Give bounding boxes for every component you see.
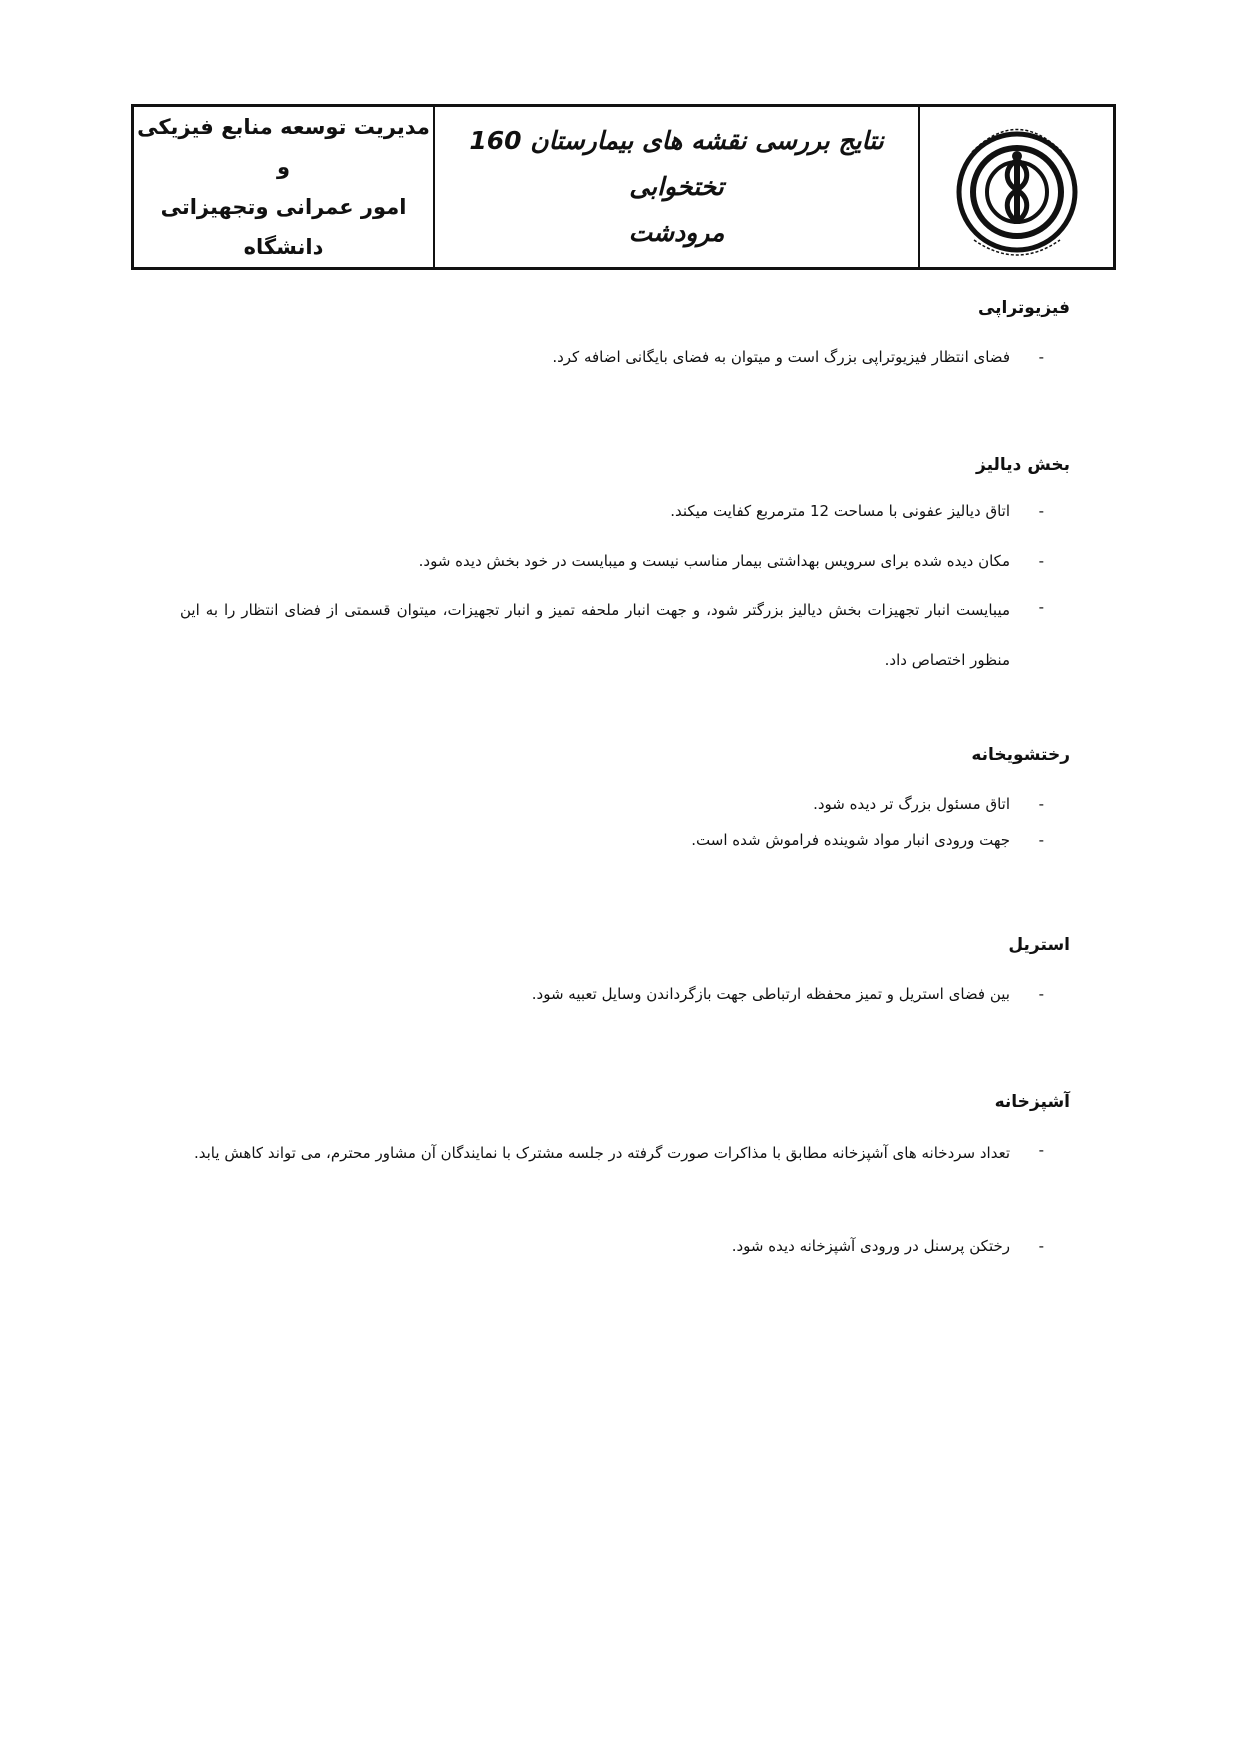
document-title-line2: مرودشت (628, 218, 725, 247)
bullet-dash: - (1038, 1237, 1044, 1255)
title-cell (433, 107, 918, 267)
bullet-dash: - (1038, 985, 1044, 1003)
kitchen-item-2: رختکن پرسنل در ورودی آشپزخانه دیده شود. (731, 1237, 1010, 1255)
document-title-line1: نتایج بررسی نقشه های بیمارستان 160 تختخوابی (469, 126, 884, 201)
kitchen-item-1: تعداد سردخانه های آشپزخانه مطابق با مذاکرات صورت گرفته در جلسه مشترک با نمایندگان آن مشاور محترم، می تواند کاهش یابد. (193, 1144, 1010, 1162)
logo-cell (918, 107, 1113, 267)
bullet-dash: - (1038, 552, 1044, 570)
bullet-dash: - (1038, 502, 1044, 520)
bullet-dash: - (1038, 598, 1044, 616)
section-heading-sterile: استریل (1008, 935, 1070, 955)
bullet-dash: - (1038, 795, 1044, 813)
section-heading-kitchen: آشپزخانه (994, 1092, 1070, 1112)
university-logo-icon (942, 112, 1092, 262)
bullet-dash: - (1038, 831, 1044, 849)
dialysis-item-1: اتاق دیالیز عفونی با مساحت 12 مترمربع کفایت میکند. (670, 502, 1010, 520)
dialysis-item-3: میبایست انبار تجهیزات بخش دیالیز بزرگتر شود، و جهت انبار ملحفه تمیز و انبار تجهیزات، میتوان قسمتی از فضای انتظار را به این منظور اختصاص داد. (180, 601, 1010, 669)
laundry-item-1: اتاق مسئول بزرگ تر دیده شود. (813, 795, 1010, 813)
section-heading-dialysis: بخش دیالیز (976, 455, 1070, 475)
department-cell (134, 107, 433, 267)
section-heading-laundry: رختشویخانه (971, 745, 1070, 765)
department-line1: مدیریت توسعه منابع فیزیکی و (137, 115, 430, 179)
dialysis-item-2: مکان دیده شده برای سرویس بهداشتی بیمار مناسب نیست و میبایست در خود بخش دیده شود. (418, 552, 1010, 570)
laundry-item-2: جهت ورودی انبار مواد شوینده فراموش شده است. (691, 831, 1010, 849)
bullet-dash: - (1038, 348, 1044, 366)
document-header (131, 104, 1116, 270)
physiotherapy-item-1: فضای انتظار فیزیوتراپی بزرگ است و میتوان به فضای بایگانی اضافه کرد. (552, 348, 1010, 366)
sterile-item-1: بین فضای استریل و تمیز محفظه ارتباطی جهت بازگرداندن وسایل تعبیه شود. (531, 985, 1010, 1003)
department-line2: امور عمرانی وتجهیزاتی دانشگاه (160, 195, 407, 259)
bullet-dash: - (1038, 1141, 1044, 1159)
section-heading-physiotherapy: فیزیوتراپی (977, 298, 1070, 318)
